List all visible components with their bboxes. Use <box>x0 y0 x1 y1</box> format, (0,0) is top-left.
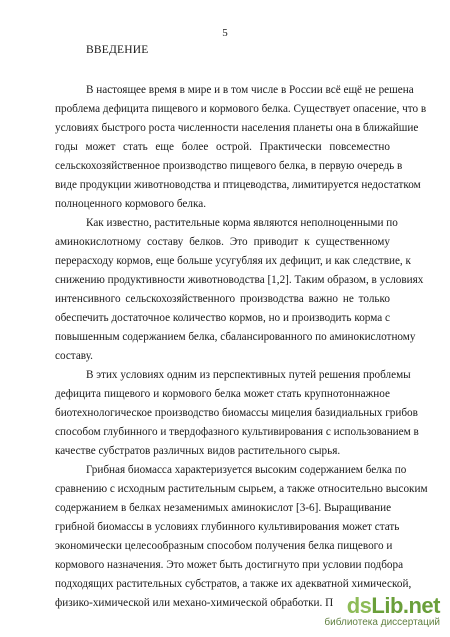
watermark-logo-prefix: ds <box>346 593 372 618</box>
text-line: физико-химической или механо-химической обработки. П <box>55 597 334 609</box>
section-heading: ВВЕДЕНИЕ <box>86 44 149 56</box>
text-line: содержанием в белках незаменимых аминокислот [3-6]. Выращивание <box>55 502 392 514</box>
text-line: виде продукции животноводства и птицеводства, лимитируется недостатком <box>55 179 421 191</box>
text-line: кормового назначения. Это может быть достигнуто при условии подбора <box>55 559 404 571</box>
text-line: снижению продуктивности животноводства [1,2]. Таким образом, в условиях <box>55 274 424 286</box>
text-line: проблема дефицита пищевого и кормового белка. Существует опасение, что в <box>55 103 427 115</box>
page-number: 5 <box>222 27 228 39</box>
text-line: Как известно, растительные корма являются неполноценными по <box>86 217 398 229</box>
paragraph-2 <box>55 214 424 366</box>
text-line: сельскохозяйственное производство пищевого белка, в первую очередь в <box>55 160 403 172</box>
text-line: экономически целесообразным способом получения белка пищевого и <box>55 540 393 552</box>
text-line: аминокислотному составу белков. Это приводит к существенному <box>55 236 390 248</box>
text-line: В настоящее время в мире и в том числе в России всё ещё не решена <box>86 84 414 96</box>
text-line: сравнению с исходным растительным сырьем, а также относительно высоким <box>55 483 428 495</box>
text-line: Грибная биомасса характеризуется высоким содержанием белка по <box>86 464 407 476</box>
watermark-logo <box>347 593 440 619</box>
paragraph-3 <box>55 366 419 461</box>
text-line: повышенным содержанием белка, сбалансированного по аминокислотному <box>55 331 416 343</box>
paragraph-1 <box>55 81 427 214</box>
text-line: интенсивного сельскохозяйственного производства важно не только <box>55 293 390 305</box>
watermark-caption: библиотека диссертаций <box>324 617 440 628</box>
watermark-logo-suffix: Lib.net <box>371 593 440 618</box>
text-line: условиях быстрого роста численности населения планеты она в ближайшие <box>55 122 419 134</box>
text-line: качестве субстратов различных видов растительного сырья. <box>55 445 341 457</box>
text-line: полноценного кормового белка. <box>55 198 206 210</box>
text-line: В этих условиях одним из перспективных путей решения проблемы <box>86 369 411 381</box>
text-line: годы может стать еще более острой. Практически повсеместно <box>55 141 390 153</box>
text-line: биотехнологическое производство биомассы мицелия базидиальных грибов <box>55 407 418 419</box>
text-line: подходящих растительных субстратов, а также их адекватной химической, <box>55 578 412 590</box>
text-line: перерасходу кормов, еще больше усугубляя их дефицит, и как следствие, к <box>55 255 411 267</box>
dslib-watermark <box>310 593 440 631</box>
text-line: дефицита пищевого и кормового белка может стать крупнотоннажное <box>55 388 390 400</box>
text-line: составу. <box>55 350 93 362</box>
text-line: способом глубинного и твердофазного культивирования с использованием в <box>55 426 419 438</box>
text-line: обеспечить достаточное количество кормов, но и производить корма с <box>55 312 390 324</box>
text-line: грибной биомассы в условиях глубинного культивирования может стать <box>55 521 400 533</box>
